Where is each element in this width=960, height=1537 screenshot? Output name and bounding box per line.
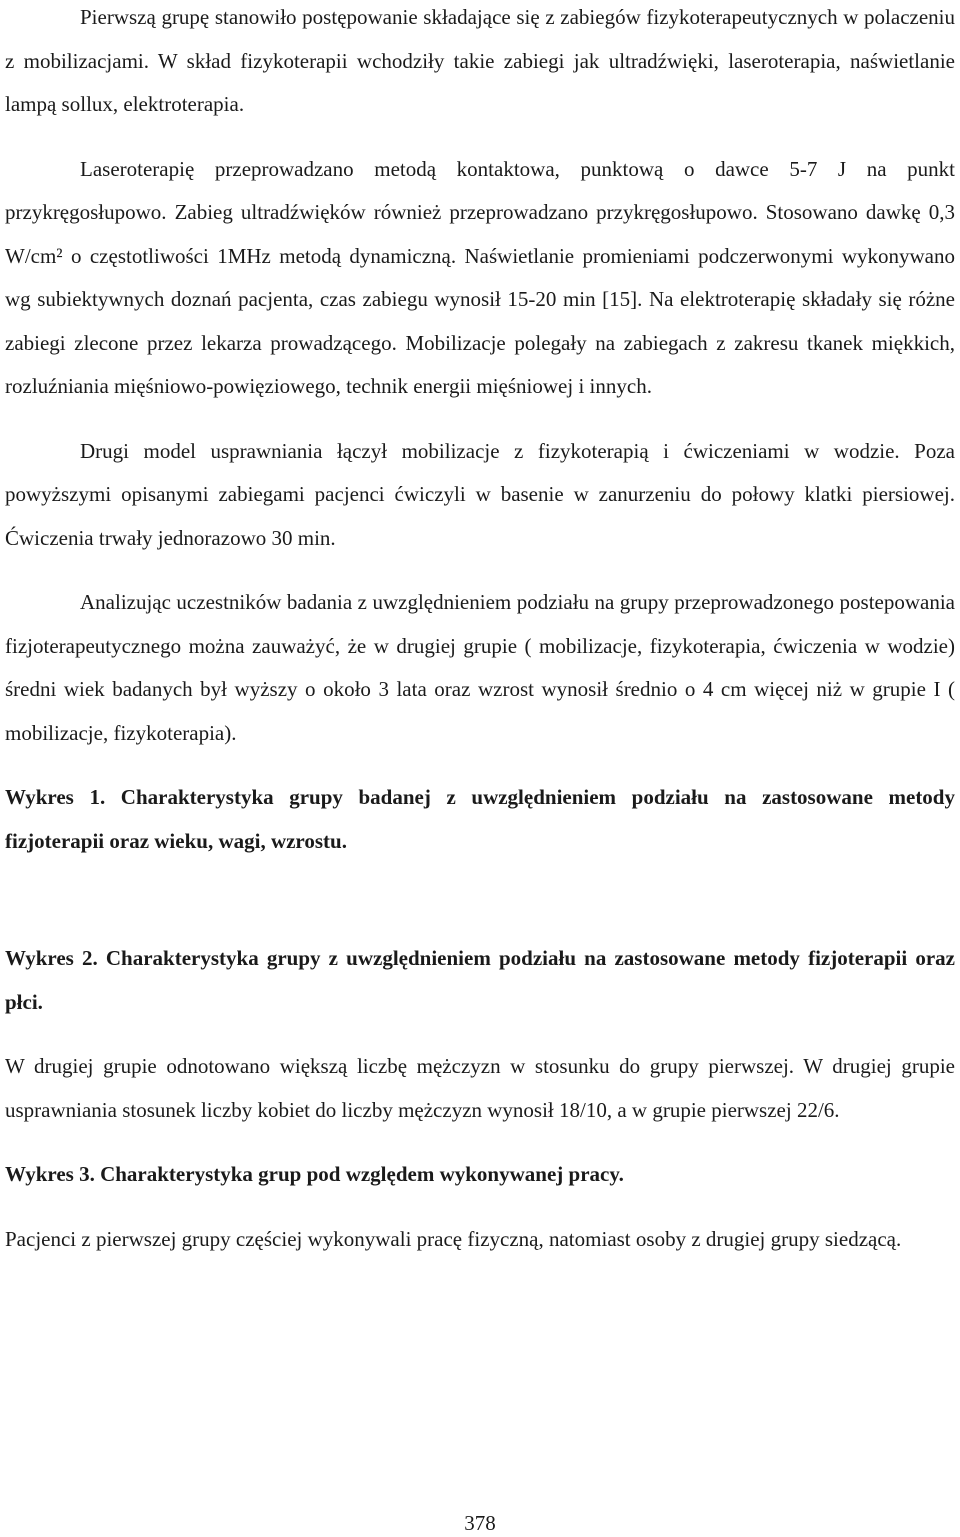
figure-caption-2: Wykres 2. Charakterystyka grupy z uwzględnieniem podziału na zastosowane metody fizjoterapii oraz płci.: [5, 946, 955, 1014]
document-page: [5, 0, 955, 1261]
paragraph-second-model: Drugi model usprawniania łączył mobilizacje z fizykoterapią i ćwiczeniami w wodzie. Poza powyższymi opisanymi zabiegami pacjenci ćwiczyli w basenie w zanurzeniu do połowy klatki piersiowej. Ćwiczenia trwały jednorazowo 30 min.: [5, 438, 955, 550]
page-number: 378: [464, 1511, 496, 1535]
paragraph-treatment-details: Laseroterapię przeprowadzano metodą kontaktowa, punktową o dawce 5-7 J na punkt przykręgosłupowo. Zabieg ultradźwięków również przeprowadzano przykręgosłupowo. Stosowano dawkę 0,3 W/cm² o częstotliwości 1MHz metodą dynamiczną. Naświetlanie promieniami podczerwonymi wykonywano wg subiektywnych doznań pacjenta, czas zabiegu wynosił 15-20 min [15]. Na elektroterapię składały się różne zabiegi zlecone przez lekarza prowadzącego. Mobilizacje polegały na zabiegach z zakresu tkanek miękkich, rozluźniania mięśniowo-powięziowego, technik energii mięśniowej i innych.: [5, 156, 955, 398]
figure-caption-3: Wykres 3. Charakterystyka grup pod względem wykonywanej pracy.: [5, 1162, 624, 1186]
figure-caption-1: Wykres 1. Charakterystyka grupy badanej z uwzględnieniem podziału na zastosowane metody fizjoterapii oraz wieku, wagi, wzrostu.: [5, 785, 955, 853]
paragraph-gender-ratio: W drugiej grupie odnotowano większą liczbę mężczyzn w stosunku do grupy pierwszej. W drugiej grupie usprawniania stosunek liczby kobiet do liczby mężczyzn wynosił 18/10, a w grupie pierwszej 22/6.: [5, 1054, 955, 1122]
paragraph-work-type: Pacjenci z pierwszej grupy częściej wykonywali pracę fizyczną, natomiast osoby z drugiej grupy siedzącą.: [5, 1226, 902, 1251]
paragraph-physiotherapy-group-one: Pierwszą grupę stanowiło postępowanie składające się z zabiegów fizykoterapeutycznych w polaczeniu z mobilizacjami. W skład fizykoterapii wchodziły takie zabiegi jak ultradźwięki, laseroterapia, naświetlanie lampą sollux, elektroterapia.: [5, 5, 955, 116]
paragraph-group-analysis: Analizując uczestników badania z uwzględnieniem podziału na grupy przeprowadzonego postepowania fizjoterapeutycznego można zauważyć, że w drugiej grupie ( mobilizacje, fizykoterapia, ćwiczenia w wodzie) średni wiek badanych był wyższy o około 3 lata oraz wzrost wynosił średnio o 4 cm więcej niż w grupie I ( mobilizacje, fizykoterapia).: [5, 590, 955, 745]
